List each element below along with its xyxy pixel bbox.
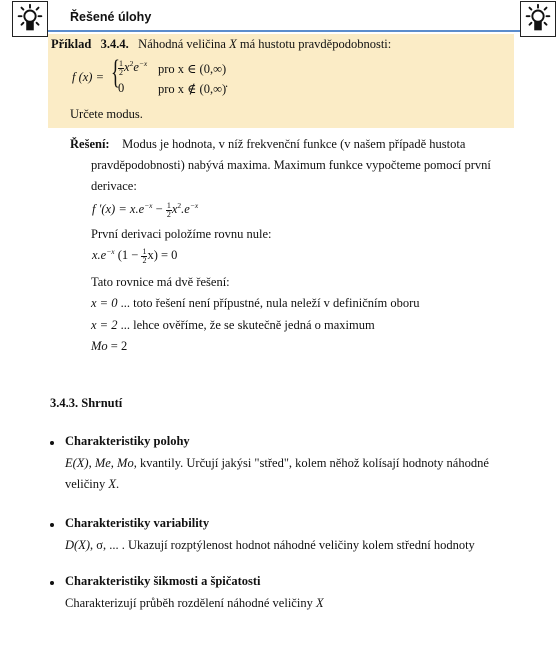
pdf-case1-cond: pro x ∈ (0,∞) <box>158 62 227 76</box>
root-2-text: ... lehce ověříme, že se skutečně jedná o maximum <box>117 318 375 332</box>
bullet <box>50 581 54 585</box>
example-task: Určete modus. <box>70 107 143 121</box>
solution-mode <box>91 339 127 354</box>
summary-item-text <box>65 456 489 471</box>
brace: { <box>111 54 120 91</box>
root-2-value: x = 2 <box>91 318 118 332</box>
expr-exp: 2 <box>129 59 134 68</box>
eq-end: x) = 0 <box>147 248 178 263</box>
summary-item-text <box>65 596 324 611</box>
mode-symbol: Mo <box>91 339 108 353</box>
lightbulb-icon <box>12 1 48 37</box>
pdf-case1-expr <box>118 59 147 77</box>
solution-line-3: derivace: <box>91 179 137 193</box>
summary-item-symbols: D(X) <box>65 538 90 552</box>
deriv-minus: − <box>152 202 166 217</box>
eq-exp: −x <box>106 247 115 256</box>
deriv-exp1: −x <box>144 201 153 210</box>
eq-pre: x.e <box>92 248 107 263</box>
eq-mid: (1 − <box>114 248 142 263</box>
variable-x: X <box>315 596 324 610</box>
solution-root-1 <box>91 296 420 311</box>
equation-zero <box>92 247 177 265</box>
frac-den: 2 <box>166 209 171 219</box>
solution-text: Modus je hodnota, v níž frekvenční funkce (v našem případě hustota <box>122 137 466 151</box>
root-1-text: ... toto řešení není přípustné, nula neleží v definičním oboru <box>117 296 420 310</box>
expr-x: x <box>124 60 130 75</box>
bullet <box>50 441 54 445</box>
summary-item-title: Charakteristiky polohy <box>65 434 190 448</box>
pdf-end: . <box>225 76 229 90</box>
frac-num: 1 <box>166 200 171 210</box>
frac-den: 2 <box>119 67 123 77</box>
example-statement: Náhodná veličina <box>138 37 230 51</box>
example-label: Příklad <box>51 37 92 51</box>
example-statement-suffix: má hustotu pravděpodobnosti: <box>236 37 392 51</box>
solution-line-1 <box>70 137 465 152</box>
header-divider <box>48 30 520 32</box>
lightbulb-icon <box>520 1 556 37</box>
summary-item-text-2 <box>65 477 119 492</box>
expr-e: e <box>133 60 139 75</box>
deriv-exp2: −x <box>189 201 199 210</box>
mode-value: = 2 <box>107 339 128 353</box>
pdf-lhs: f (x) = <box>72 70 105 84</box>
example-number: 3.4.4. <box>100 37 129 51</box>
pdf-case2-expr: 0 <box>118 81 125 95</box>
period: . <box>116 477 120 491</box>
derivative-formula <box>92 201 198 219</box>
bullet <box>50 523 54 527</box>
solution-label: Řešení: <box>70 137 110 151</box>
summary-item-desc: , σ, ... . Ukazují rozptýlenost hodnot náhodné veličiny kolem střední hodnoty <box>90 538 475 552</box>
frac-den: 2 <box>142 255 147 265</box>
solution-line-2: pravděpodobnosti) nabývá maxima. Maximum funkce vypočteme pomocí první <box>91 158 491 172</box>
solution-root-2 <box>91 318 375 333</box>
solution-line-4: První derivaci položíme rovnu nule: <box>91 227 272 241</box>
summary-item-title: Charakteristiky variability <box>65 516 210 530</box>
summary-item-desc: Charakterizují průběh rozdělení náhodné veličiny <box>65 596 316 610</box>
summary-heading: 3.4.3. Shrnutí <box>50 396 123 410</box>
frac-num: 1 <box>119 58 123 68</box>
deriv-lhs: f ′(x) = x.e <box>92 202 145 217</box>
summary-item-symbols: E(X), Me, Mo <box>65 456 134 470</box>
variable-x: X <box>229 37 237 51</box>
deriv-x: x <box>171 202 178 217</box>
summary-item-desc: veličiny <box>65 477 109 491</box>
summary-item-title: Charakteristiky šikmosti a špičatosti <box>65 574 261 588</box>
pdf-case2-cond: pro x ∉ (0,∞) <box>158 82 227 96</box>
example-heading <box>51 37 391 52</box>
section-title: Řešené úlohy <box>70 10 152 24</box>
solution-line-5: Tato rovnice má dvě řešení: <box>91 275 230 289</box>
variable-x: X <box>108 477 117 491</box>
frac-num: 1 <box>142 246 147 256</box>
deriv-e: .e <box>181 202 190 217</box>
summary-item-text <box>65 538 475 553</box>
summary-item-desc: , kvantily. Určují jakýsi "střed", kolem něhož kolísají hodnoty náhodné <box>133 456 489 470</box>
root-1-value: x = 0 <box>91 296 118 310</box>
expr-negx: −x <box>138 59 148 68</box>
deriv-sq: 2 <box>177 201 182 210</box>
